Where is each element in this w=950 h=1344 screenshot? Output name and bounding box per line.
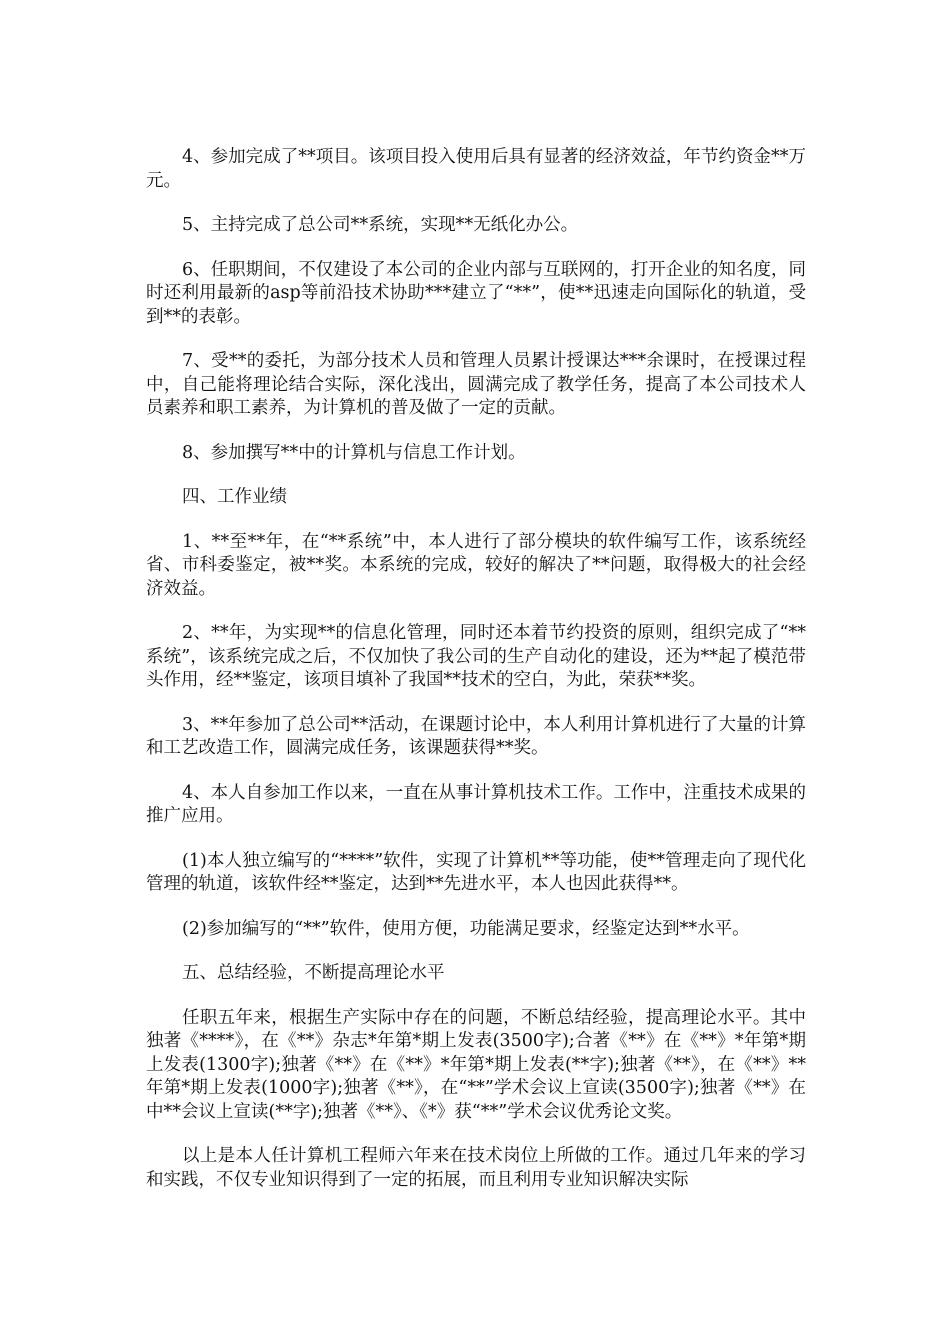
achievement-item-1: 1、**至**年，在“**系统”中，本人进行了部分模块的软件编写工作，该系统经省、市科委鉴定，被**奖。本系统的完成，较好的解决了**问题，取得极大的社会经济效益。 — [146, 531, 806, 599]
section-heading-experience: 五、总结经验，不断提高理论水平 — [182, 963, 445, 983]
achievement-item-4: 4、本人自参加工作以来，一直在从事计算机技术工作。工作中，注重技术成果的推广应用。 — [146, 782, 806, 826]
section-heading-work-achievements: 四、工作业绩 — [182, 487, 287, 507]
achievement-subitem-2: (2)参加编写的“**”软件，使用方便，功能满足要求，经鉴定达到**水平。 — [182, 918, 750, 939]
achievement-subitem-1: (1)本人独立编写的“****”软件，实现了计算机**等功能，使**管理走向了现代化管理的轨道，该软件经**鉴定，达到**先进水平，本人也因此获得**。 — [146, 850, 806, 894]
paragraph-item-7-training: 7、受**的委托，为部分技术人员和管理人员累计授课达***余课时，在授课过程中，自己能将理论结合实际，深化浅出，圆满完成了教学任务，提高了本公司技术人员素养和职工素养，为计算机的普及做了一定的贡献。 — [146, 351, 806, 418]
document-body — [146, 146, 806, 1213]
paragraph-item-4-project: 4、参加完成了**项目。该项目投入使用后具有显著的经济效益，年节约资金**万元。 — [146, 147, 806, 191]
publications-paragraph: 任职五年来，根据生产实际中存在的问题，不断总结经验，提高理论水平。其中独著《****》，在《**》杂志*年第*期上发表(3500字);合著《**》在《**》*年第*期上发表(1300字);独著《**》在《**》*年第*期上发表(**字);独著《**》，在《**》**年第*期上发表(1000字);独著《**》，在“**”学术会议上宣读(3500字);独著《**》在中**会议上宣读(**字);独著《**》、《*》获“**”学术会议优秀论文奖。 — [146, 1007, 806, 1122]
paragraph-item-8-plan: 8、参加撰写**中的计算机与信息工作计划。 — [182, 442, 526, 463]
paragraph-item-5-system: 5、主持完成了总公司**系统，实现**无纸化办公。 — [182, 215, 579, 235]
closing-paragraph: 以上是本人任计算机工程师六年来在技术岗位上所做的工作。通过几年来的学习和实践，不仅专业知识得到了一定的拓展，而且利用专业知识解决实际 — [146, 1146, 806, 1190]
achievement-item-3: 3、**年参加了总公司**活动，在课题讨论中，本人利用计算机进行了大量的计算和工艺改造工作，圆满完成任务，该课题获得**奖。 — [146, 714, 806, 758]
achievement-item-2: 2、**年，为实现**的信息化管理，同时还本着节约投资的原则，组织完成了“**系统”，该系统完成之后，不仅加快了我公司的生产自动化的建设，还为**起了模范带头作用，经**鉴定，该项目填补了我国**技术的空白，为此，荣获**奖。 — [146, 623, 806, 690]
paragraph-item-6-tenure: 6、任职期间，不仅建设了本公司的企业内部与互联网的，打开企业的知名度，同时还利用最新的asp等前沿技术协助***建立了“**”，使**迅速走向国际化的轨道，受到**的表彰。 — [146, 259, 806, 327]
